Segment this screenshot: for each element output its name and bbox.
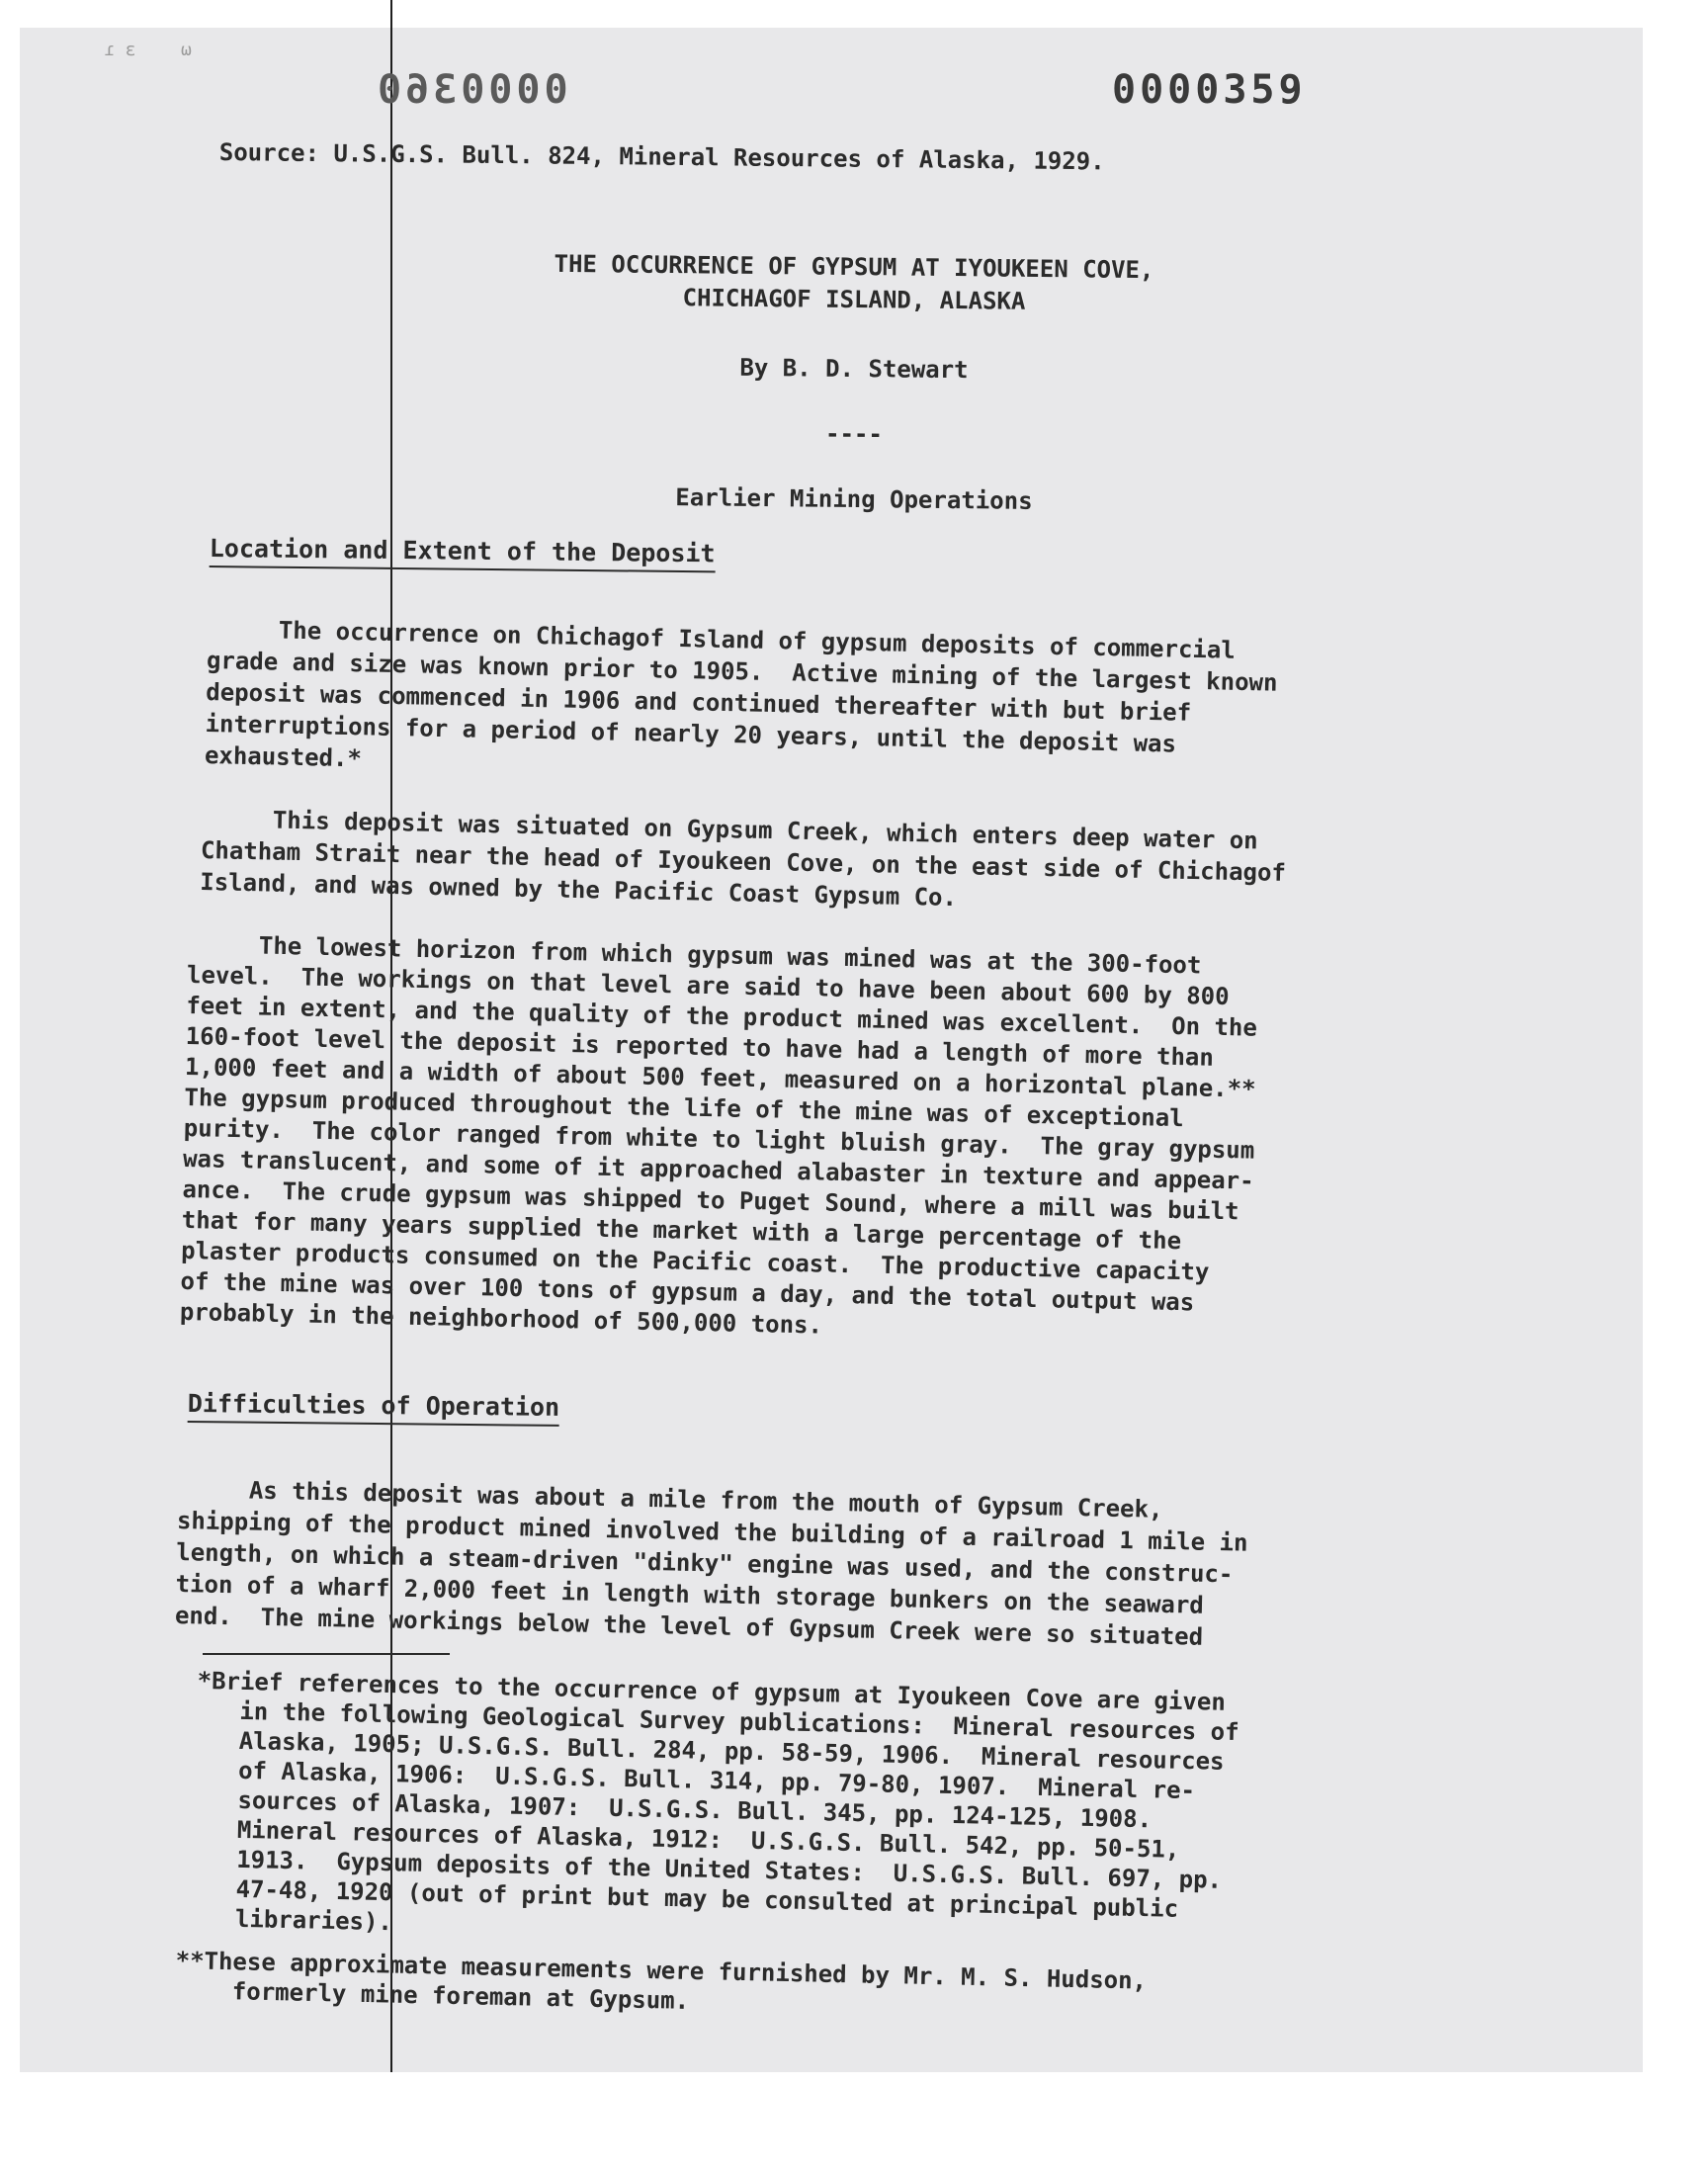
byline: By B. D. Stewart [739,353,969,385]
footnote-references: *Brief references to the occurrence of gypsum at Iyoukeen Cove are given in the following Geological Survey publications: Mineral resources of Alaska, 1905; U.S.G.S. Bull. 284, pp. 58-59, 1906. Mineral resources of Alaska, 1906: U.S.G.S. Bull. 314, pp. 79-80, 1907. Mineral re- sources of Alaska, 1907: U.S.G.S. Bull. 345, pp. 124-125, 1908. Mineral resources of Alaska, 1912: U.S.G.S. Bull. 542, pp. 50-51, 1913. Gypsum deposits of the United States: U.S.G.S. Bull. 697, pp. 47-48, 1920 (out of print but may be consulted at principal public libraries). [192,1666,1239,1937]
footnote-rule [203,1653,450,1655]
paragraph-shipping: As this deposit was about a mile from the mouth of Gypsum Creek, shipping of the product mined involved the building of a railroad 1 mile in length, on which a steam-driven "dinky" engine was used, and the construc- tion of a wharf 2,000 feet in length with storage bunkers on the seaward end. The mine workings below the level of Gypsum Creek were so situated [174,1474,1248,1651]
paragraph-deposit-location: This deposit was situated on Gypsum Creek, which enters deep water on Chatham Strait near the head of Iyoukeen Cove, on the east side of Chichagof Island, and was owned by the Pacific Coast Gypsum Co. [200,804,1287,913]
title-line-2: CHICHAGOF ISLAND, ALASKA [682,284,1026,315]
heading-location-extent: Location and Extent of the Deposit [210,534,716,572]
title-line-1: THE OCCURRENCE OF GYPSUM AT IYOUKEEN COVE, [554,249,1154,285]
source-line: Source: U.S.G.S. Bull. 824, Mineral Resources of Alaska, 1929. [218,138,1105,176]
footnote-measurements: **These approximate measurements were furnished by Mr. M. S. Hudson, formerly mine foreman at Gypsum. [174,1946,1148,2015]
corner-mark-left: ɾ ɛ [104,40,136,60]
paragraph-occurrence: The occurrence on Chichagof Island of gypsum deposits of commercial grade and size was known prior to 1905. Active mining of the largest known deposit was commenced in 1906 and continued thereafter with but brief interruptions for a period of nearly 20 years, until the deposit was exhausted.* [204,614,1278,773]
corner-mark-right: ω [181,40,192,60]
page-stamp: 0000359 [1112,67,1307,113]
paragraph-lowest-horizon: The lowest horizon from which gypsum was mined was at the 300-foot level. The workings on that level are said to have been about 600 by 800 feet in extent, and the quality of the product mined was excellent. On the 160-foot level the deposit is reported to have had a length of more than 1,000 feet and a width of about 500 feet, measured on a horizontal plane.** The gypsum produced throughout the life of the mine was of exceptional purity. The color ranged from white to light bluish gray. The gray gypsum was translucent, and some of it approached alabaster in texture and appear- ance. The crude gypsum was shipped to Puget Sound, where a mill was built that for many years supplied the market with a large percentage of the plaster products consumed on the Pacific coast. The productive capacity of the mine was over 100 tons of gypsum a day, and the total output was probably in the neighborhood of 500,000 tons. [179,929,1258,1340]
page-stamp-mirrored: 0000360 [374,67,568,113]
heading-difficulties: Difficulties of Operation [188,1389,560,1427]
title-divider: ---- [824,419,884,449]
section-title: Earlier Mining Operations [675,483,1033,515]
